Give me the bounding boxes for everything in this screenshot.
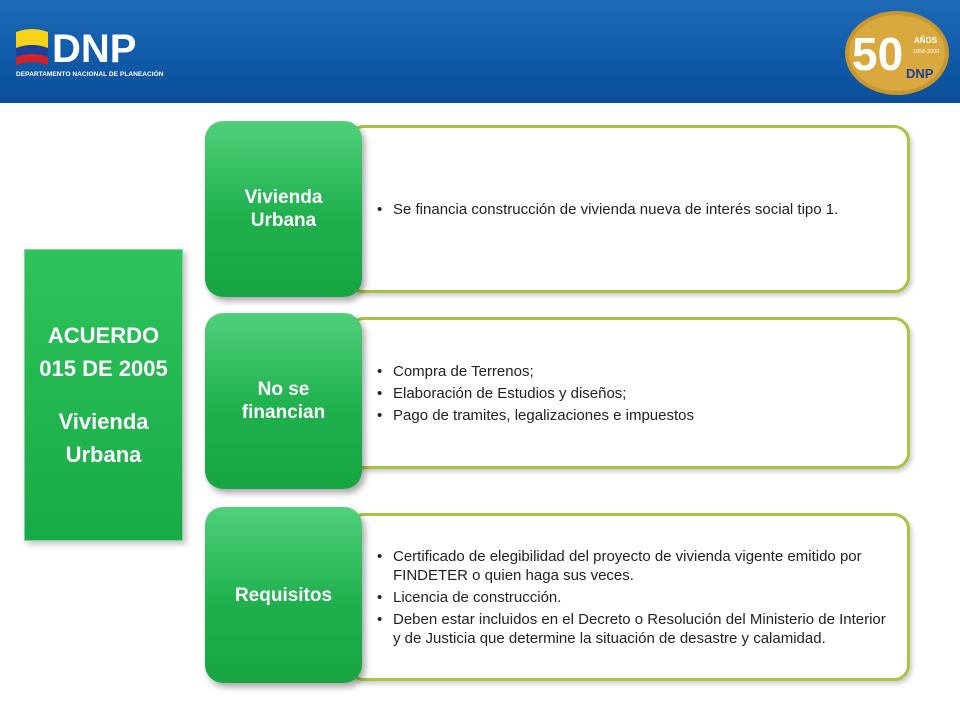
section-content-no-se-financian	[348, 317, 910, 469]
header-bar	[0, 0, 960, 103]
section-tab-requisitos	[205, 507, 362, 683]
list-item: • Elaboración de Estudios y diseños;	[393, 384, 694, 403]
section-tab-label: Vivienda Urbana	[244, 187, 323, 231]
logo-text: DNP	[52, 27, 137, 71]
anniversary-word: AÑOS	[914, 36, 938, 45]
bullet-list	[375, 197, 838, 222]
colombia-flag-icon	[16, 29, 48, 65]
anniversary-years: 1958-2008	[913, 49, 940, 55]
list-item: • Certificado de elegibilidad del proyecto de vivienda vigente emitido por FINDETER o quien haga sus veces.	[393, 547, 893, 585]
anniversary-brand: DNP	[906, 66, 934, 81]
anniversary-number: 50	[852, 28, 904, 80]
section-tab-no-se-financian	[205, 313, 362, 489]
bullet-list	[375, 544, 893, 651]
list-item: • Se financia construcción de vivienda nueva de interés social tipo 1.	[393, 200, 838, 219]
title-line-4: Urbana	[65, 442, 142, 467]
title-line-1: ACUERDO	[47, 323, 160, 348]
bullet-list	[375, 359, 694, 428]
main-title-box	[24, 249, 183, 541]
logo-subtitle: DEPARTAMENTO NACIONAL DE PLANEACIÓN	[16, 71, 164, 78]
list-item: • Licencia de construcción.	[393, 588, 893, 607]
dnp-logo	[14, 24, 214, 80]
title-line-2: 015 DE 2005	[39, 356, 168, 381]
title-line-3: Vivienda	[58, 409, 149, 434]
anniversary-50-logo	[842, 8, 952, 98]
section-content-requisitos	[348, 513, 910, 681]
section-tab-label: Requisitos	[234, 584, 333, 606]
list-item: • Deben estar incluidos en el Decreto o Resolución del Ministerio de Interior y de Justicia que determine la situación de desastre y calamidad.	[393, 610, 893, 648]
section-content-vivienda-urbana	[348, 125, 910, 293]
section-tab-label: No se financian	[241, 379, 326, 423]
list-item: • Compra de Terrenos;	[393, 362, 694, 381]
list-item: • Pago de tramites, legalizaciones e impuestos	[393, 406, 694, 425]
section-tab-vivienda-urbana	[205, 121, 362, 297]
